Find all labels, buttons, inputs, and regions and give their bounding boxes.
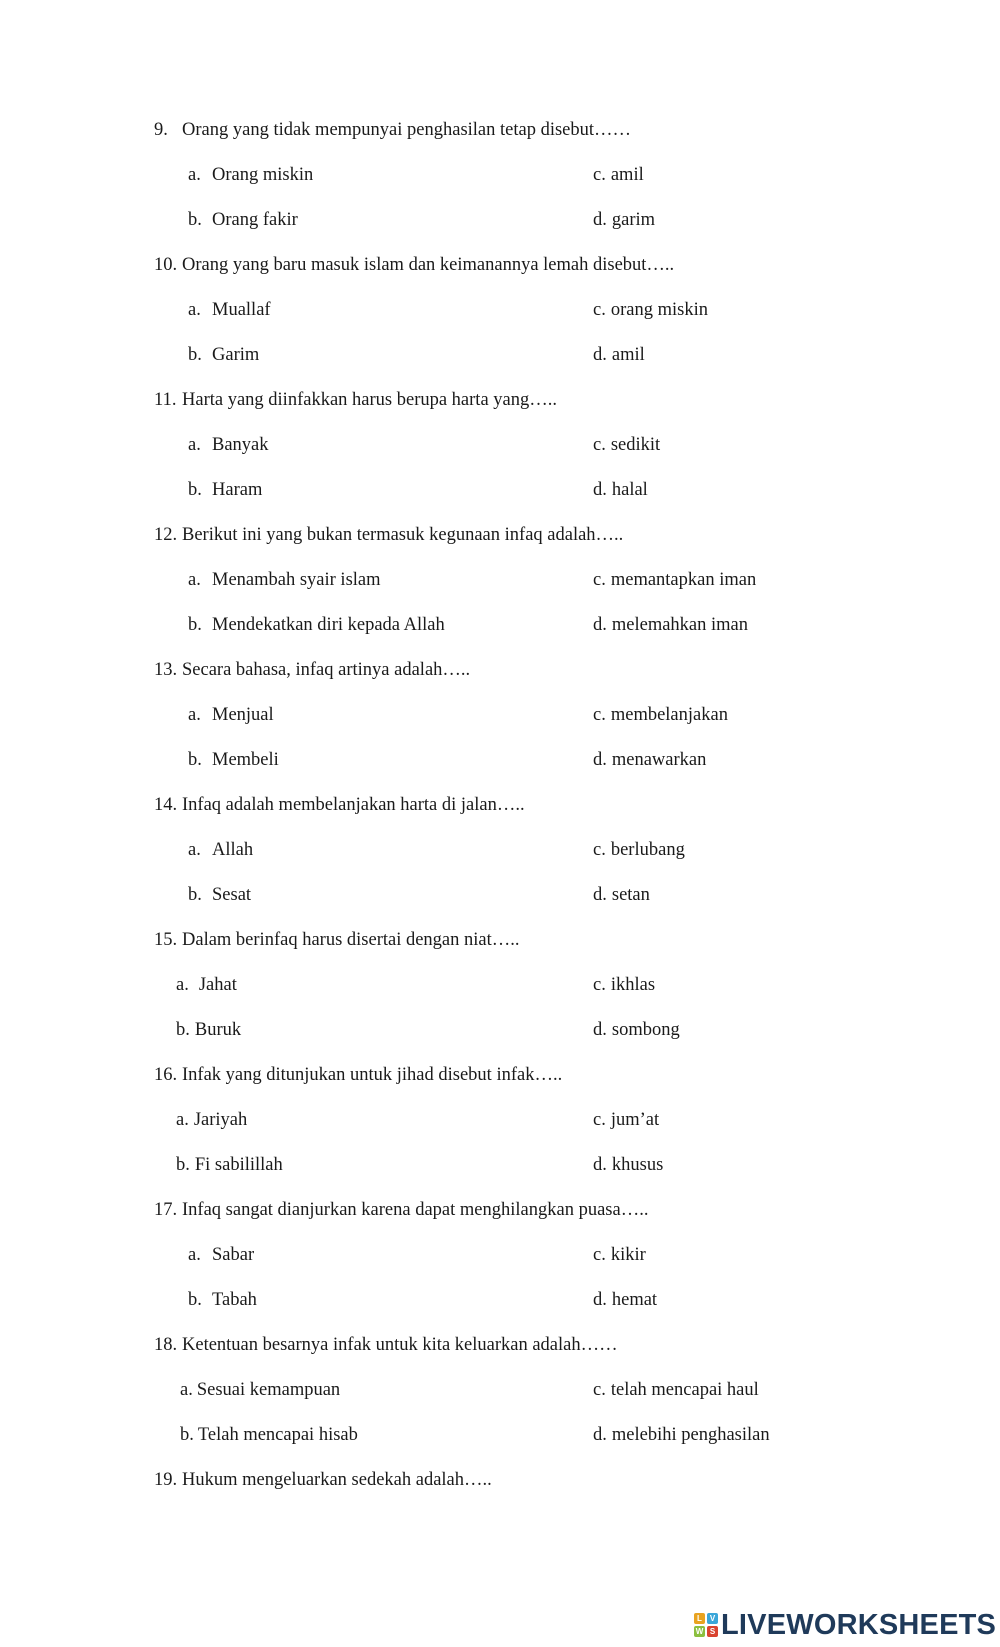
question-text: Infak yang ditunjukan untuk jihad disebut infak….. — [182, 1065, 563, 1085]
option-letter: a. — [188, 165, 201, 185]
option-12d[interactable] — [593, 614, 748, 636]
option-text: Telah mencapai hisab — [197, 1425, 358, 1445]
option-letter: b. — [188, 615, 202, 635]
option-12b[interactable] — [188, 614, 445, 636]
option-letter: a. — [188, 300, 201, 320]
option-letter: d. — [593, 1425, 607, 1445]
option-text: sombong — [611, 1020, 680, 1040]
logo-square-w: W — [695, 1627, 704, 1636]
option-letter: b. — [188, 750, 202, 770]
question-number: 11. — [154, 390, 177, 410]
question-11 — [154, 389, 557, 411]
question-17 — [154, 1199, 648, 1221]
option-letter: a. — [188, 840, 201, 860]
option-14a[interactable] — [188, 839, 253, 861]
option-letter: a. — [188, 570, 201, 590]
option-text: Membeli — [212, 750, 279, 770]
option-text: Banyak — [212, 435, 269, 455]
option-12a[interactable] — [188, 569, 381, 591]
option-14c[interactable] — [593, 839, 685, 861]
option-text: telah mencapai haul — [610, 1380, 759, 1400]
option-letter: c. — [593, 1245, 606, 1265]
option-text: Sesat — [212, 885, 252, 905]
option-18d[interactable] — [593, 1424, 770, 1446]
option-text: orang miskin — [610, 300, 708, 320]
question-14 — [154, 794, 525, 816]
option-letter: c. — [593, 1380, 606, 1400]
option-letter: b. — [176, 1155, 190, 1175]
option-letter: a. — [188, 435, 201, 455]
question-number: 15. — [154, 930, 178, 950]
option-text: Orang fakir — [212, 210, 298, 230]
option-13c[interactable] — [593, 704, 728, 726]
logo-text: LIVEWORKSHEETS — [721, 1608, 997, 1641]
option-text: hemat — [611, 1290, 658, 1310]
option-10a[interactable] — [188, 299, 271, 321]
option-17d[interactable] — [593, 1289, 657, 1311]
question-number: 9. — [154, 120, 168, 140]
question-number: 19. — [154, 1470, 178, 1490]
option-letter: d. — [593, 615, 607, 635]
option-text: jum’at — [610, 1110, 660, 1130]
option-13b[interactable] — [188, 749, 279, 771]
option-letter: d. — [593, 210, 607, 230]
option-10b[interactable] — [188, 344, 259, 366]
option-letter: a. — [176, 1110, 189, 1130]
option-text: melemahkan iman — [611, 615, 749, 635]
option-10c[interactable] — [593, 299, 708, 321]
option-letter: d. — [593, 1020, 607, 1040]
logo-grid-icon — [694, 1613, 718, 1637]
option-letter: c. — [593, 165, 606, 185]
option-14d[interactable] — [593, 884, 650, 906]
option-11c[interactable] — [593, 434, 660, 456]
question-16 — [154, 1064, 562, 1086]
option-16d[interactable] — [593, 1154, 663, 1176]
question-number: 10. — [154, 255, 178, 275]
option-letter: c. — [593, 1110, 606, 1130]
option-16a[interactable] — [176, 1109, 247, 1131]
option-letter: b. — [176, 1020, 190, 1040]
logo-square-l: L — [694, 1613, 705, 1624]
option-text: khusus — [611, 1155, 664, 1175]
option-text: garim — [611, 210, 656, 230]
question-text: Ketentuan besarnya infak untuk kita keluarkan adalah…… — [182, 1335, 618, 1355]
question-number: 12. — [154, 525, 178, 545]
question-text: Infaq adalah membelanjakan harta di jalan….. — [182, 795, 525, 815]
option-text: Muallaf — [212, 300, 271, 320]
option-text: setan — [611, 885, 650, 905]
option-9c[interactable] — [593, 164, 644, 186]
option-15a[interactable] — [176, 974, 237, 996]
option-letter: a. — [188, 1245, 201, 1265]
option-letter: b. — [188, 1290, 202, 1310]
question-text: Dalam berinfaq harus disertai dengan niat….. — [182, 930, 520, 950]
option-16b[interactable] — [176, 1154, 283, 1176]
option-letter: c. — [593, 570, 606, 590]
question-15 — [154, 929, 520, 951]
option-text: Jariyah — [193, 1110, 248, 1130]
liveworksheets-logo — [694, 1608, 997, 1641]
option-text: Allah — [212, 840, 254, 860]
question-text: Orang yang baru masuk islam dan keimanannya lemah disebut….. — [182, 255, 675, 275]
option-text: Menjual — [212, 705, 274, 725]
question-text: Hukum mengeluarkan sedekah adalah….. — [182, 1470, 492, 1490]
option-text: Buruk — [194, 1020, 242, 1040]
question-19 — [154, 1469, 492, 1491]
option-text: Haram — [212, 480, 263, 500]
option-12c[interactable] — [593, 569, 756, 591]
question-number: 13. — [154, 660, 178, 680]
logo-square-v: V — [707, 1613, 718, 1624]
option-text: amil — [610, 165, 644, 185]
question-text: Orang yang tidak mempunyai penghasilan tetap disebut…… — [182, 120, 632, 140]
question-text: Harta yang diinfakkan harus berupa harta yang….. — [182, 390, 557, 410]
option-letter: d. — [593, 345, 607, 365]
question-12 — [154, 524, 623, 546]
option-text: Orang miskin — [212, 165, 314, 185]
option-letter: d. — [593, 1155, 607, 1175]
option-10d[interactable] — [593, 344, 645, 366]
option-letter: c. — [593, 300, 606, 320]
option-text: Jahat — [198, 975, 237, 995]
question-9 — [154, 119, 631, 141]
option-18a[interactable] — [180, 1379, 340, 1401]
option-18c[interactable] — [593, 1379, 759, 1401]
option-17b[interactable] — [188, 1289, 257, 1311]
option-text: berlubang — [610, 840, 685, 860]
option-letter: c. — [593, 705, 606, 725]
question-number: 18. — [154, 1335, 178, 1355]
option-text: Garim — [212, 345, 260, 365]
option-text: melebihi penghasilan — [611, 1425, 770, 1445]
option-letter: b. — [180, 1425, 194, 1445]
option-text: memantapkan iman — [610, 570, 757, 590]
question-number: 17. — [154, 1200, 178, 1220]
option-text: ikhlas — [610, 975, 656, 995]
option-13d[interactable] — [593, 749, 706, 771]
option-text: amil — [611, 345, 645, 365]
option-11d[interactable] — [593, 479, 648, 501]
option-letter: b. — [188, 480, 202, 500]
option-15c[interactable] — [593, 974, 655, 996]
question-10 — [154, 254, 674, 276]
option-letter: d. — [593, 1290, 607, 1310]
question-13 — [154, 659, 470, 681]
option-text: Sabar — [212, 1245, 255, 1265]
option-9b[interactable] — [188, 209, 298, 231]
option-letter: a. — [180, 1380, 193, 1400]
option-letter: b. — [188, 345, 202, 365]
option-text: menawarkan — [611, 750, 707, 770]
question-18 — [154, 1334, 618, 1356]
option-11a[interactable] — [188, 434, 269, 456]
question-number: 16. — [154, 1065, 178, 1085]
option-18b[interactable] — [180, 1424, 358, 1446]
option-13a[interactable] — [188, 704, 274, 726]
option-letter: a. — [188, 705, 201, 725]
option-letter: d. — [593, 750, 607, 770]
question-text: Infaq sangat dianjurkan karena dapat menghilangkan puasa….. — [182, 1200, 649, 1220]
option-14b[interactable] — [188, 884, 251, 906]
option-letter: b. — [188, 885, 202, 905]
option-text: Menambah syair islam — [212, 570, 381, 590]
option-letter: c. — [593, 435, 606, 455]
option-text: membelanjakan — [610, 705, 728, 725]
logo-square-s: S — [707, 1626, 718, 1637]
question-text: Secara bahasa, infaq artinya adalah….. — [182, 660, 471, 680]
option-9d[interactable] — [593, 209, 655, 231]
option-text: Fi sabilillah — [194, 1155, 283, 1175]
option-letter: c. — [593, 840, 606, 860]
option-text: Tabah — [212, 1290, 257, 1310]
option-16c[interactable] — [593, 1109, 659, 1131]
option-letter: a. — [176, 975, 189, 995]
option-letter: d. — [593, 885, 607, 905]
option-17c[interactable] — [593, 1244, 646, 1266]
option-text: Sesuai kemampuan — [196, 1380, 341, 1400]
option-letter: b. — [188, 210, 202, 230]
option-9a[interactable] — [188, 164, 313, 186]
option-15d[interactable] — [593, 1019, 680, 1041]
option-text: sedikit — [610, 435, 661, 455]
option-text: Mendekatkan diri kepada Allah — [212, 615, 445, 635]
option-15b[interactable] — [176, 1019, 241, 1041]
option-letter: c. — [593, 975, 606, 995]
option-letter: d. — [593, 480, 607, 500]
question-number: 14. — [154, 795, 178, 815]
option-text: halal — [611, 480, 648, 500]
question-text: Berikut ini yang bukan termasuk kegunaan infaq adalah….. — [182, 525, 624, 545]
option-text: kikir — [610, 1245, 646, 1265]
option-11b[interactable] — [188, 479, 262, 501]
option-17a[interactable] — [188, 1244, 254, 1266]
